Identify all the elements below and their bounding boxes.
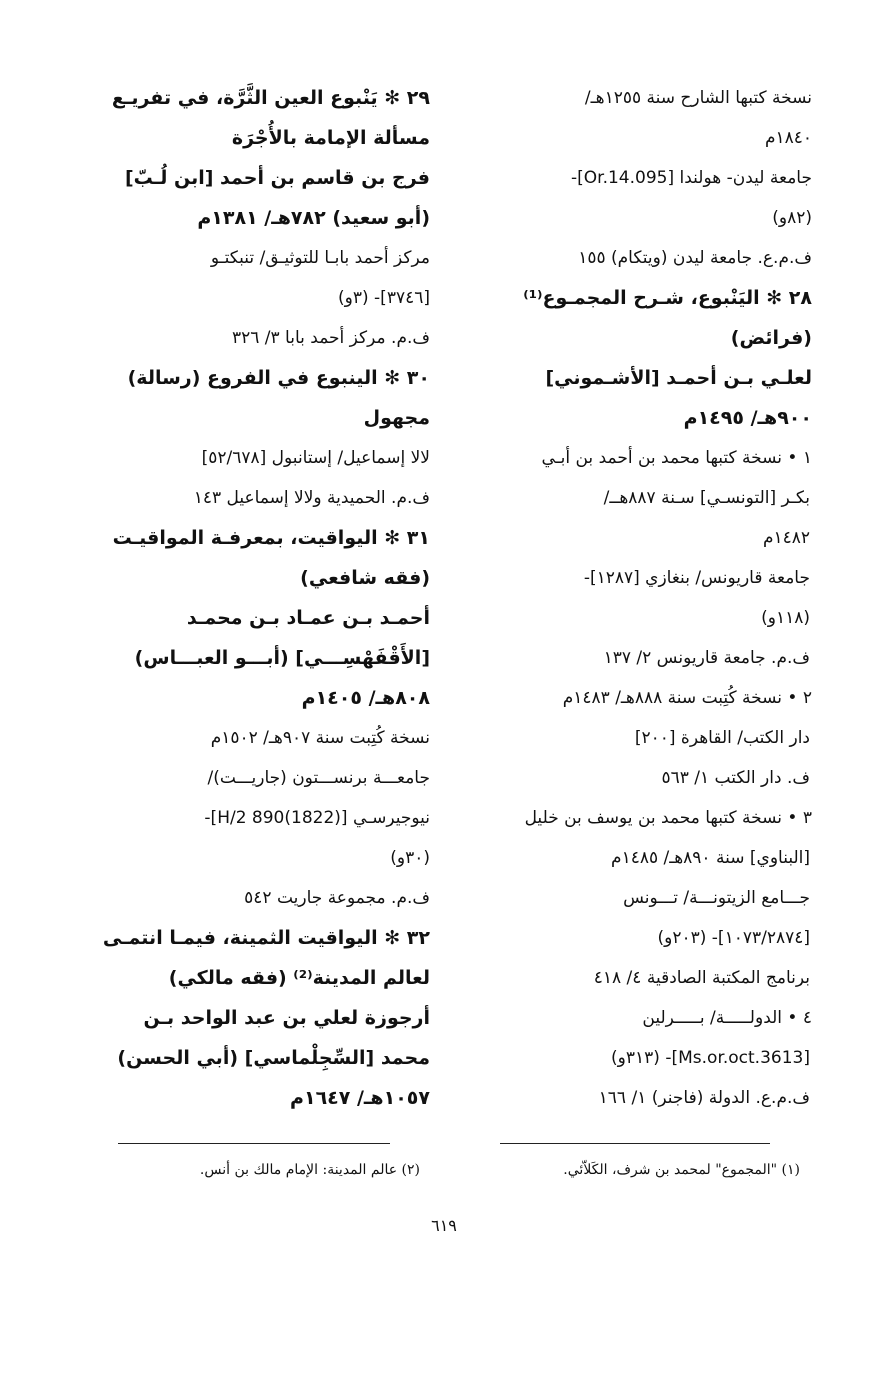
text-line: جامعـــة برنســـتون (جاريـــت)/ <box>207 768 430 788</box>
text-line: [Ms.or.oct.3613]- (٣١٣و) <box>611 1048 810 1068</box>
text-line: (٨٢و) <box>772 208 812 228</box>
footnote-separator-left <box>118 1143 390 1144</box>
right-column <box>462 78 812 1118</box>
text-line: لعلـي بـن أحمـد [الأشـموني] <box>545 367 812 389</box>
text-line: ١٨٤٠م <box>764 128 812 148</box>
text-line: لعالم المدينة⁽²⁾ (فقه مالكي) <box>168 967 430 989</box>
text-line: جامعة قاريونس/ بنغازي [١٢٨٧]- <box>583 568 810 588</box>
text-line: ف. دار الكتب ١/ ٥٦٣ <box>661 768 810 788</box>
text-line: ٤ • الدولـــــة/ بـــــرلين <box>642 1008 812 1028</box>
text-line: ٣٢ ✻ اليواقيت الثمينة، فيمـا انتمـى <box>102 927 430 949</box>
text-line: ٣ • نسخة كتبها محمد بن يوسف بن خليل <box>524 808 812 828</box>
text-line: أحمـد بـن عمـاد بـن محمـد <box>186 607 430 629</box>
text-line: جامعة ليدن- هولندا [Or.14.095]- <box>571 168 812 188</box>
text-line: ١٤٨٢م <box>762 528 810 548</box>
text-line: نيوجيرسـي [H/2 890(1822)]- <box>204 808 430 828</box>
text-line: ١٠٥٧هـ/ ١٦٤٧م <box>290 1087 430 1109</box>
text-line: (فرائض) <box>730 327 812 349</box>
footnote-separator-right <box>500 1143 770 1144</box>
text-line: [الأَقْفَهْسِـــي] (أبـــو العبـــاس) <box>134 647 430 669</box>
text-line: ف.م. مجموعة جاريت ٥٤٢ <box>244 888 430 908</box>
text-line: ٢ • نسخة كُتِبت سنة ٨٨٨هـ/ ١٤٨٣م <box>562 688 812 708</box>
text-line: لالا إسماعيل/ إستانبول [٥٢/٦٧٨] <box>201 448 430 468</box>
text-line: ٣٠ ✻ الينبوع في الفروع (رسالة) <box>127 367 430 389</box>
text-line: [١٠٧٣/٢٨٧٤]- (٢٠٣و) <box>657 928 810 948</box>
text-line: ٨٠٨هـ/ ١٤٠٥م <box>301 687 430 709</box>
text-line: دار الكتب/ القاهرة [٢٠٠] <box>634 728 810 748</box>
text-line: ٩٠٠هـ/ ١٤٩٥م <box>683 407 812 429</box>
text-line: ٣١ ✻ اليواقيت، بمعرفـة المواقيـت <box>112 527 430 549</box>
text-line: بكـر [التونسـي] سـنة ٨٨٧هــ/ <box>603 488 810 508</box>
text-line: ف.م.ع. جامعة ليدن (ويتكام) ١٥٥ <box>578 248 812 268</box>
text-line: مسألة الإمامة بالأُجْرَة <box>231 127 430 149</box>
text-line: ف.م. مركز أحمد بابا ٣/ ٣٢٦ <box>231 328 430 348</box>
text-line: ف.م. جامعة قاريونس ٢/ ١٣٧ <box>603 648 810 668</box>
text-line: ٢٩ ✻ يَنْبوع العين الثَّرَّة، في تفريـع <box>111 87 430 109</box>
text-line: (٣٠و) <box>390 848 430 868</box>
text-line: [٣٧٤٦]- (٣و) <box>338 288 430 308</box>
text-line: فرج بن قاسم بن أحمد [ابن لُـبّ] <box>124 167 430 189</box>
text-line: ٢٨ ✻ اليَنْبوع، شـرح المجمـوع⁽¹⁾ <box>523 287 812 309</box>
text-line: نسخة كُتِبت سنة ٩٠٧هـ/ ١٥٠٢م <box>210 728 430 748</box>
page-number: ٦١٩ <box>431 1216 457 1235</box>
text-line: (فقه شافعي) <box>300 567 430 589</box>
text-line: جـــامع الزيتونـــة/ تـــونس <box>623 888 810 908</box>
text-line: ف.م. الحميدية ولالا إسماعيل ١٤٣ <box>193 488 430 508</box>
text-line: مجهول <box>363 407 430 429</box>
text-line: مركز أحمد بابـا للتوثيـق/ تنبكتـو <box>210 248 430 268</box>
text-line: (أبو سعيد) ٧٨٢هـ/ ١٣٨١م <box>197 207 430 229</box>
text-line: [البناوي] سنة ٨٩٠هـ/ ١٤٨٥م <box>611 848 810 868</box>
text-line: ف.م.ع. الدولة (فاجنر) ١/ ١٦٦ <box>598 1088 810 1108</box>
footnote-left: (٢) عالم المدينة: الإمام مالك بن أنس. <box>199 1162 420 1178</box>
text-line: ١ • نسخة كتبها محمد بن أحمد بن أبـي <box>541 448 812 468</box>
text-line: (١١٨و) <box>761 608 810 628</box>
text-line: برنامج المكتبة الصادقية ٤/ ٤١٨ <box>593 968 810 988</box>
left-column <box>78 78 430 1118</box>
footnote-right: (١) "المجموع" لمحمد بن شرف، الكَلاّئي. <box>563 1162 800 1178</box>
text-line: أرجوزة لعلي بن عبد الواحد بـن <box>143 1007 430 1029</box>
text-line: محمد [السِّجِلْماسي] (أبي الحسن) <box>117 1047 430 1069</box>
text-line: نسخة كتبها الشارح سنة ١٢٥٥هـ/ <box>584 88 812 108</box>
